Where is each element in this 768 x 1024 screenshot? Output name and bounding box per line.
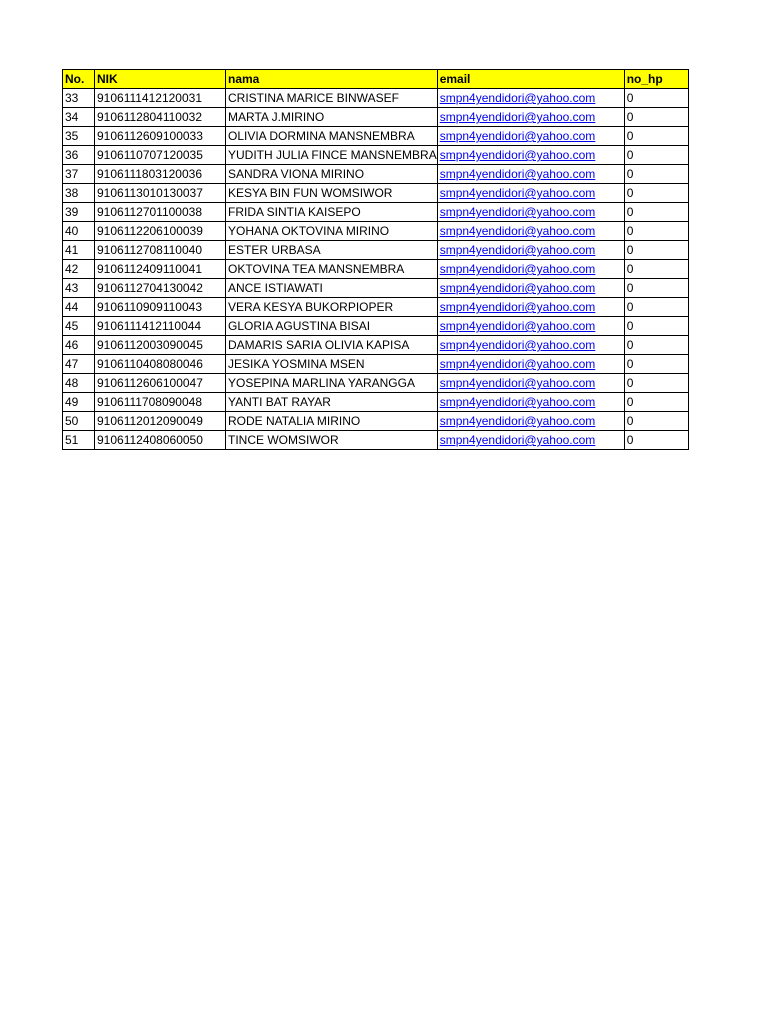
cell-nik[interactable]: 9106112804110032: [95, 108, 226, 127]
cell-no-hp[interactable]: 0: [624, 127, 688, 146]
cell-no-hp[interactable]: 0: [624, 222, 688, 241]
cell-nama[interactable]: TINCE WOMSIWOR: [226, 431, 438, 450]
spreadsheet-table: [62, 69, 689, 450]
email-link[interactable]: smpn4yendidori@yahoo.com: [439, 281, 596, 295]
cell-no-hp[interactable]: 0: [624, 412, 688, 431]
cell-nama[interactable]: VERA KESYA BUKORPIOPER: [226, 298, 438, 317]
cell-nama[interactable]: RODE NATALIA MIRINO: [226, 412, 438, 431]
email-link[interactable]: smpn4yendidori@yahoo.com: [439, 357, 596, 371]
table-row: [63, 336, 689, 355]
cell-email[interactable]: [437, 127, 624, 146]
cell-no[interactable]: 38: [63, 184, 95, 203]
table-row: [63, 393, 689, 412]
cell-email[interactable]: [437, 431, 624, 450]
cell-no-hp[interactable]: 0: [624, 108, 688, 127]
cell-nama[interactable]: ESTER URBASA: [226, 241, 438, 260]
cell-nik[interactable]: 9106113010130037: [95, 184, 226, 203]
cell-no-hp[interactable]: 0: [624, 355, 688, 374]
cell-no[interactable]: 34: [63, 108, 95, 127]
cell-no-hp[interactable]: 0: [624, 146, 688, 165]
cell-nik[interactable]: 9106110408080046: [95, 355, 226, 374]
table-row: [63, 355, 689, 374]
cell-no[interactable]: 41: [63, 241, 95, 260]
cell-nama[interactable]: YANTI BAT RAYAR: [226, 393, 438, 412]
email-link[interactable]: smpn4yendidori@yahoo.com: [439, 414, 596, 428]
cell-no[interactable]: 35: [63, 127, 95, 146]
cell-nik[interactable]: 9106111803120036: [95, 165, 226, 184]
cell-nama[interactable]: YOSEPINA MARLINA YARANGGA: [226, 374, 438, 393]
table-row: [63, 203, 689, 222]
cell-no-hp[interactable]: 0: [624, 89, 688, 108]
cell-no-hp[interactable]: 0: [624, 260, 688, 279]
cell-no-hp[interactable]: 0: [624, 393, 688, 412]
cell-email[interactable]: [437, 336, 624, 355]
header-nama[interactable]: nama: [226, 70, 438, 89]
header-no[interactable]: No.: [63, 70, 95, 89]
table-row: [63, 146, 689, 165]
table-row: [63, 374, 689, 393]
cell-no[interactable]: 33: [63, 89, 95, 108]
cell-email[interactable]: [437, 241, 624, 260]
cell-nama[interactable]: OKTOVINA TEA MANSNEMBRA: [226, 260, 438, 279]
email-link[interactable]: smpn4yendidori@yahoo.com: [439, 338, 596, 352]
cell-nik[interactable]: 9106112206100039: [95, 222, 226, 241]
table-row: [63, 241, 689, 260]
table-row: [63, 298, 689, 317]
cell-no-hp[interactable]: 0: [624, 279, 688, 298]
table-row: [63, 279, 689, 298]
cell-email[interactable]: [437, 165, 624, 184]
header-no-hp[interactable]: no_hp: [624, 70, 688, 89]
cell-no-hp[interactable]: 0: [624, 298, 688, 317]
header-nik[interactable]: NIK: [95, 70, 226, 89]
email-link[interactable]: smpn4yendidori@yahoo.com: [439, 91, 596, 105]
cell-no[interactable]: 39: [63, 203, 95, 222]
email-link[interactable]: smpn4yendidori@yahoo.com: [439, 262, 596, 276]
cell-nik[interactable]: 9106112701100038: [95, 203, 226, 222]
cell-email[interactable]: [437, 279, 624, 298]
table-header: [63, 70, 689, 89]
cell-nama[interactable]: GLORIA AGUSTINA BISAI: [226, 317, 438, 336]
cell-nik[interactable]: 9106112606100047: [95, 374, 226, 393]
cell-no[interactable]: 46: [63, 336, 95, 355]
cell-no[interactable]: 47: [63, 355, 95, 374]
cell-nama[interactable]: YOHANA OKTOVINA MIRINO: [226, 222, 438, 241]
cell-email[interactable]: [437, 374, 624, 393]
cell-email[interactable]: [437, 355, 624, 374]
cell-nama[interactable]: CRISTINA MARICE BINWASEF: [226, 89, 438, 108]
table-row: [63, 165, 689, 184]
cell-no-hp[interactable]: 0: [624, 165, 688, 184]
table-row: [63, 222, 689, 241]
email-link[interactable]: smpn4yendidori@yahoo.com: [439, 243, 596, 257]
cell-nama[interactable]: FRIDA SINTIA KAISEPO: [226, 203, 438, 222]
table-row: [63, 184, 689, 203]
cell-nama[interactable]: DAMARIS SARIA OLIVIA KAPISA: [226, 336, 438, 355]
email-link[interactable]: smpn4yendidori@yahoo.com: [439, 148, 596, 162]
cell-nik[interactable]: 9106110909110043: [95, 298, 226, 317]
cell-nama[interactable]: KESYA BIN FUN WOMSIWOR: [226, 184, 438, 203]
cell-nik[interactable]: 9106112408060050: [95, 431, 226, 450]
cell-nama[interactable]: OLIVIA DORMINA MANSNEMBRA: [226, 127, 438, 146]
email-link[interactable]: smpn4yendidori@yahoo.com: [439, 395, 596, 409]
cell-no[interactable]: 44: [63, 298, 95, 317]
table-row: [63, 108, 689, 127]
cell-no[interactable]: 43: [63, 279, 95, 298]
table-row: [63, 317, 689, 336]
cell-email[interactable]: [437, 317, 624, 336]
cell-nik[interactable]: 9106111708090048: [95, 393, 226, 412]
cell-email[interactable]: [437, 89, 624, 108]
cell-nama[interactable]: ANCE ISTIAWATI: [226, 279, 438, 298]
cell-email[interactable]: [437, 108, 624, 127]
cell-no-hp[interactable]: 0: [624, 317, 688, 336]
cell-nik[interactable]: 9106112704130042: [95, 279, 226, 298]
table-row: [63, 412, 689, 431]
cell-email[interactable]: [437, 298, 624, 317]
cell-email[interactable]: [437, 260, 624, 279]
cell-nik[interactable]: 9106110707120035: [95, 146, 226, 165]
cell-no-hp[interactable]: 0: [624, 374, 688, 393]
cell-email[interactable]: [437, 146, 624, 165]
email-link[interactable]: smpn4yendidori@yahoo.com: [439, 129, 596, 143]
cell-email[interactable]: [437, 203, 624, 222]
email-link[interactable]: smpn4yendidori@yahoo.com: [439, 186, 596, 200]
cell-email[interactable]: [437, 222, 624, 241]
cell-no[interactable]: 48: [63, 374, 95, 393]
cell-nama[interactable]: YUDITH JULIA FINCE MANSNEMBRA: [226, 146, 438, 165]
cell-no-hp[interactable]: 0: [624, 431, 688, 450]
cell-nik[interactable]: 9106111412120031: [95, 89, 226, 108]
cell-nik[interactable]: 9106112409110041: [95, 260, 226, 279]
cell-no[interactable]: 45: [63, 317, 95, 336]
cell-nik[interactable]: 9106111412110044: [95, 317, 226, 336]
cell-email[interactable]: [437, 184, 624, 203]
email-link[interactable]: smpn4yendidori@yahoo.com: [439, 319, 596, 333]
cell-no[interactable]: 49: [63, 393, 95, 412]
header-row: [63, 70, 689, 89]
table-body: [63, 89, 689, 450]
email-link[interactable]: smpn4yendidori@yahoo.com: [439, 300, 596, 314]
cell-nik[interactable]: 9106112003090045: [95, 336, 226, 355]
table-row: [63, 127, 689, 146]
cell-no[interactable]: 51: [63, 431, 95, 450]
cell-no[interactable]: 42: [63, 260, 95, 279]
email-link[interactable]: smpn4yendidori@yahoo.com: [439, 205, 596, 219]
email-link[interactable]: smpn4yendidori@yahoo.com: [439, 224, 596, 238]
cell-nik[interactable]: 9106112012090049: [95, 412, 226, 431]
cell-nik[interactable]: 9106112609100033: [95, 127, 226, 146]
table-row: [63, 260, 689, 279]
email-link[interactable]: smpn4yendidori@yahoo.com: [439, 110, 596, 124]
cell-nik[interactable]: 9106112708110040: [95, 241, 226, 260]
cell-no[interactable]: 37: [63, 165, 95, 184]
header-email[interactable]: email: [437, 70, 624, 89]
cell-nama[interactable]: SANDRA VIONA MIRINO: [226, 165, 438, 184]
cell-email[interactable]: [437, 412, 624, 431]
cell-nama[interactable]: MARTA J.MIRINO: [226, 108, 438, 127]
email-link[interactable]: smpn4yendidori@yahoo.com: [439, 433, 596, 447]
cell-no-hp[interactable]: 0: [624, 336, 688, 355]
cell-nama[interactable]: JESIKA YOSMINA MSEN: [226, 355, 438, 374]
cell-no[interactable]: 50: [63, 412, 95, 431]
cell-no[interactable]: 36: [63, 146, 95, 165]
table-row: [63, 431, 689, 450]
email-link[interactable]: smpn4yendidori@yahoo.com: [439, 167, 596, 181]
cell-no-hp[interactable]: 0: [624, 203, 688, 222]
cell-no-hp[interactable]: 0: [624, 241, 688, 260]
cell-no[interactable]: 40: [63, 222, 95, 241]
cell-no-hp[interactable]: 0: [624, 184, 688, 203]
email-link[interactable]: smpn4yendidori@yahoo.com: [439, 376, 596, 390]
cell-email[interactable]: [437, 393, 624, 412]
table-row: [63, 89, 689, 108]
